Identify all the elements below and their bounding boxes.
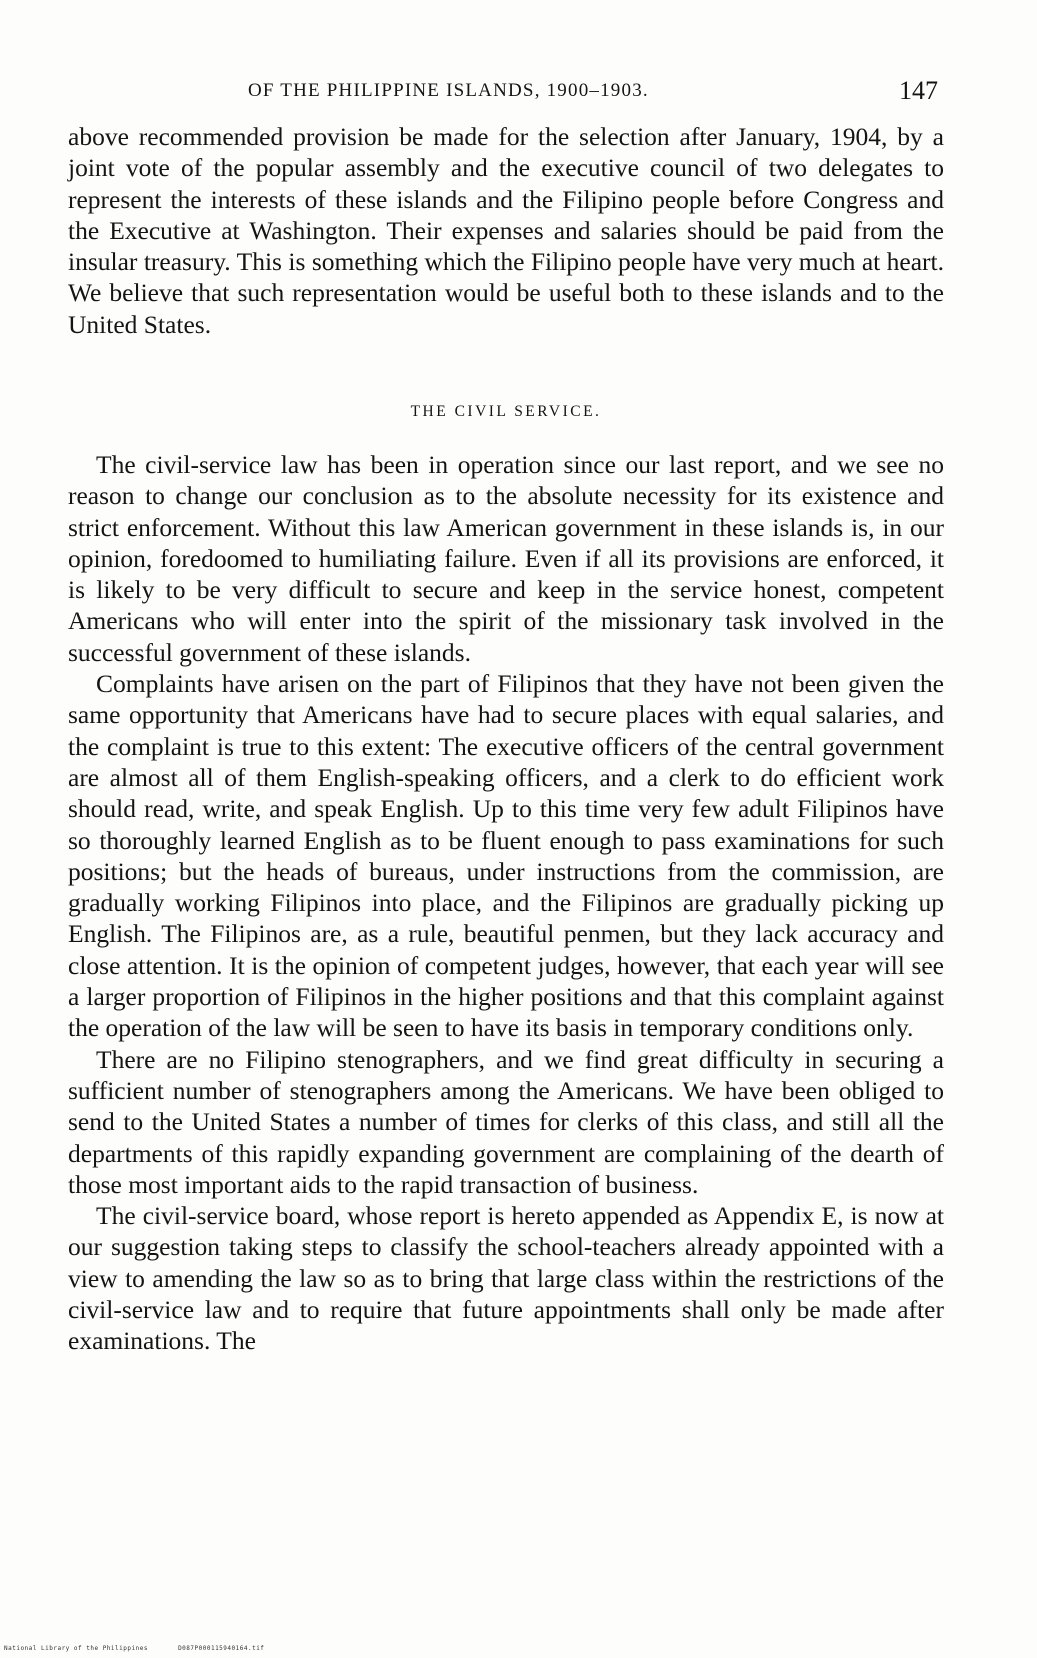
running-header — [68, 76, 938, 110]
section-heading: THE CIVIL SERVICE. — [410, 403, 602, 420]
opening-text-block — [68, 121, 944, 340]
running-title: OF THE PHILIPPINE ISLANDS, 1900–1903. — [248, 80, 649, 101]
paragraph-civil-service-law: The civil-service law has been in operation since our last report, and we see no reason to change our conclusion as to the absolute necessity for its existence and strict enforcement. Without this law American government in these islands is, in our opinion, foredoomed to humiliating failure. Even if all its provisions are enforced, it is likely to be very difficult to secure and keep in the service honest, competent Americans who will enter into the spirit of the missionary task involved in the successful government of these islands. — [68, 450, 944, 667]
paragraph-stenographers: There are no Filipino stenographers, and we find great difficulty in securing a sufficient number of stenographers among the Americans. We have been obliged to send to the United States a number of times for clerks of this class, and still all the departments of this rapidly expanding government are complaining of the dearth of those most important aids to the rapid transaction of business. — [68, 1044, 944, 1199]
footer-file-id: D087P000115940164.tif — [178, 1645, 265, 1652]
paragraph-civil-service-board: The civil-service board, whose report is hereto appended as Appendix E, is now at our suggestion taking steps to classify the school-teachers already appointed with a view to amending the law so as to bring that large class within the restrictions of the civil-service law and to require that future appointments shall only be made after examinations. The — [68, 1201, 944, 1356]
footer-library: National Library of the Philippines — [4, 1645, 148, 1652]
section-body — [68, 449, 944, 1357]
paragraph-complaints: Complaints have arisen on the part of Filipinos that they have not been given the same opportunity that Americans have had to secure places with equal salaries, and the complaint is true to this extent: The executive officers of the central government are almost all of them English-speaking officers, and a clerk to do efficient work should read, write, and speak English. Up to this time very few adult Filipinos have so thoroughly learned English as to be fluent enough to pass examinations for such positions; but the heads of bureaus, under instructions from the commission, are gradually working Filipinos into place, and the Filipinos are gradually picking up English. The Filipinos are, as a rule, beautiful penmen, but they lack accuracy and close attention. It is the opinion of competent judges, however, that each year will see a larger proportion of Filipinos in the higher positions and that this complaint against the operation of the law will be seen to have its basis in temporary conditions only. — [68, 669, 944, 1043]
opening-paragraph: above recommended provision be made for the selection after January, 1904, by a joint vote of the popular assembly and the executive council of two delegates to represent the interests of these islands and the Filipino people before Congress and the Executive at Washington. Their expenses and salaries should be paid from the insular treasury. This is something which the Filipino people have very much at heart. We believe that such representation would be useful both to these islands and to the United States. — [68, 122, 944, 339]
scan-footer — [4, 1645, 290, 1652]
page-number: 147 — [899, 76, 938, 105]
